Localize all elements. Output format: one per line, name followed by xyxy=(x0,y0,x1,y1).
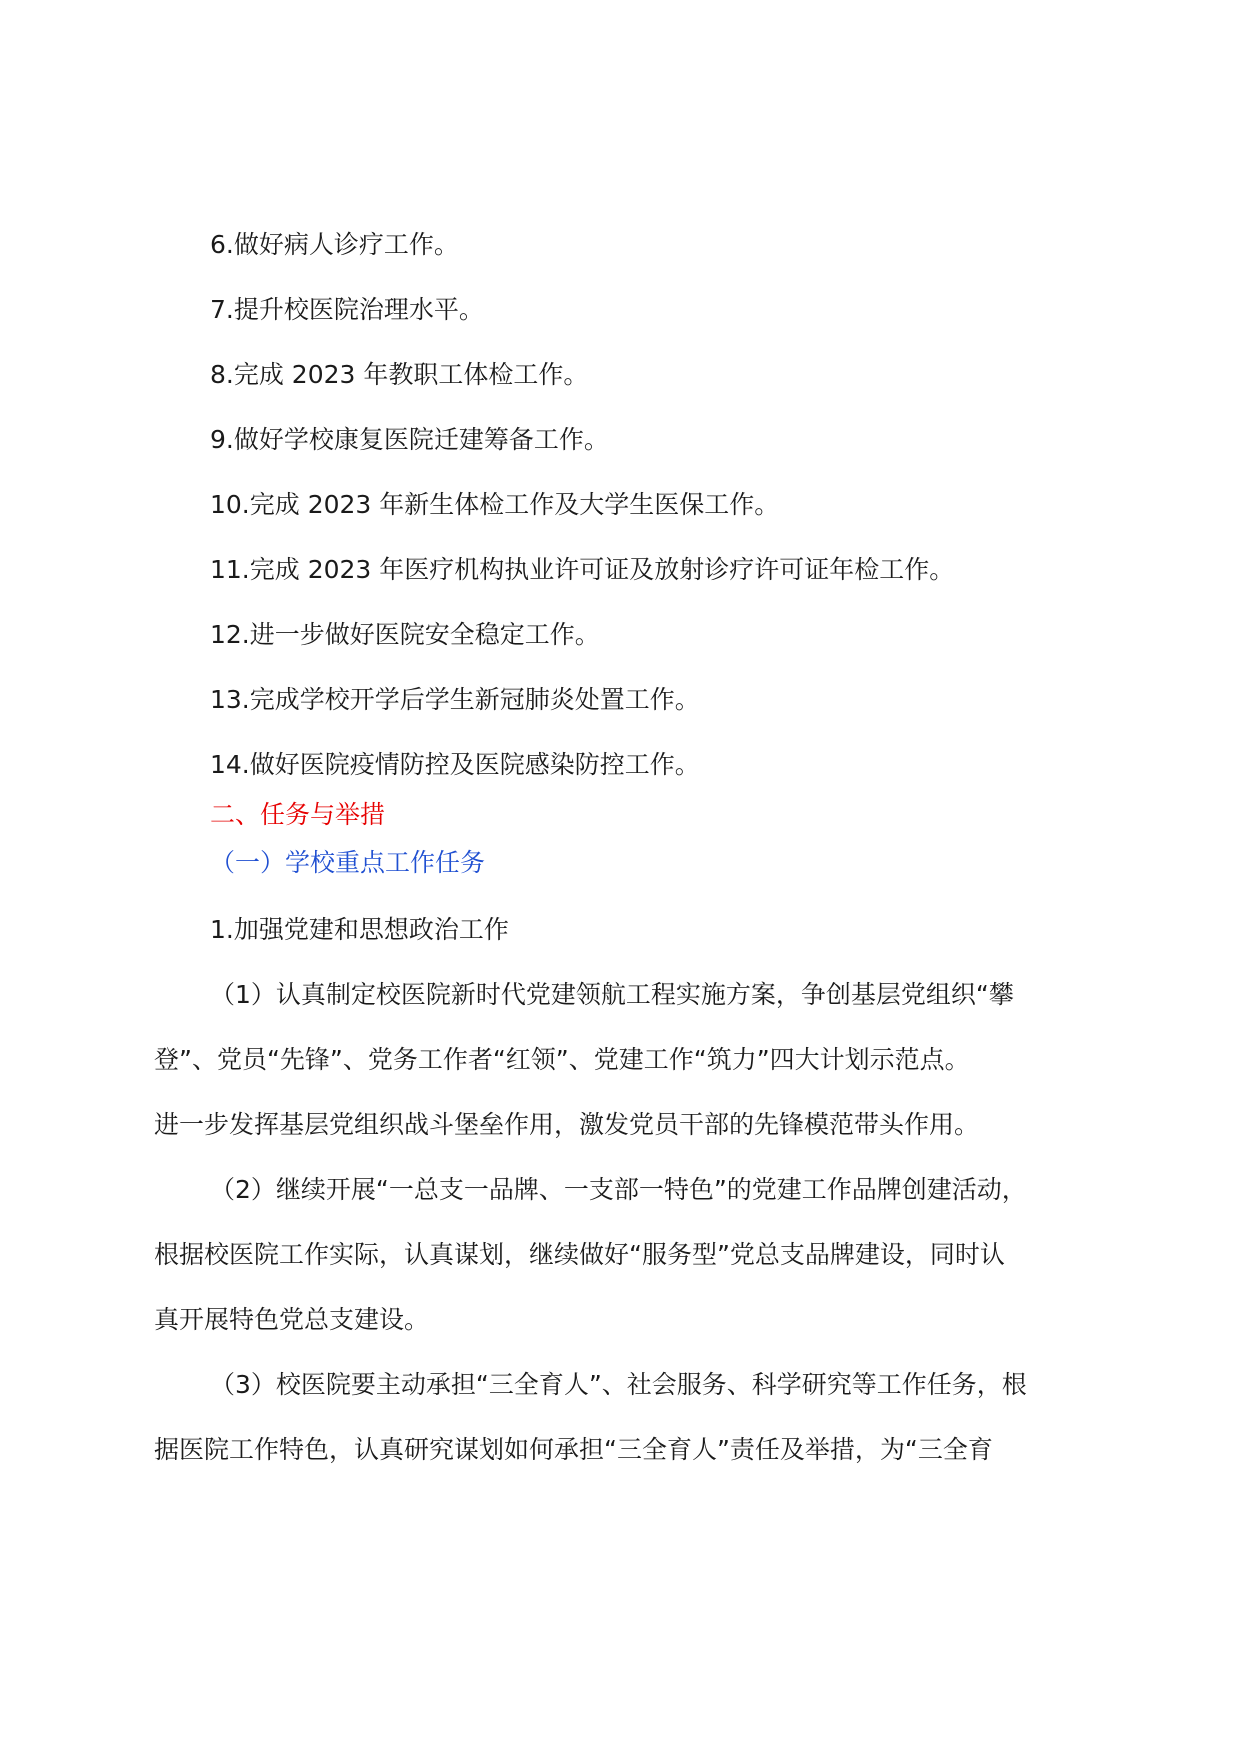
section-heading: 二、任务与举措 xyxy=(210,800,386,829)
subsection-heading: （一）学校重点工作任务 xyxy=(210,848,486,877)
list-item: 6.做好病人诊疗工作。 xyxy=(210,230,459,259)
list-item: 14.做好医院疫情防控及医院感染防控工作。 xyxy=(210,750,700,779)
paragraph-line: 真开展特色党总支建设。 xyxy=(154,1305,430,1334)
paragraph-line: （3）校医院要主动承担“三全育人”、社会服务、科学研究等工作任务，根 xyxy=(210,1370,1027,1399)
item-heading: 1.加强党建和思想政治工作 xyxy=(210,915,509,944)
paragraph-line: 根据校医院工作实际，认真谋划，继续做好“服务型”党总支品牌建设，同时认 xyxy=(154,1240,1005,1269)
list-item: 13.完成学校开学后学生新冠肺炎处置工作。 xyxy=(210,685,700,714)
paragraph-line: 登”、党员“先锋”、党务工作者“红领”、党建工作“筑力”四大计划示范点。 xyxy=(154,1045,970,1074)
list-item: 12.进一步做好医院安全稳定工作。 xyxy=(210,620,600,649)
list-item: 8.完成 2023 年教职工体检工作。 xyxy=(210,360,589,389)
paragraph-line: 据医院工作特色，认真研究谋划如何承担“三全育人”责任及举措，为“三全育 xyxy=(154,1435,993,1464)
paragraph-line: （2）继续开展“一总支一品牌、一支部一特色”的党建工作品牌创建活动， xyxy=(210,1175,1027,1204)
list-item: 7.提升校医院治理水平。 xyxy=(210,295,484,324)
list-item: 10.完成 2023 年新生体检工作及大学生医保工作。 xyxy=(210,490,780,519)
paragraph-line: 进一步发挥基层党组织战斗堡垒作用，激发党员干部的先锋模范带头作用。 xyxy=(154,1110,980,1139)
paragraph-line: （1）认真制定校医院新时代党建领航工程实施方案，争创基层党组织“攀 xyxy=(210,980,1014,1009)
list-item: 11.完成 2023 年医疗机构执业许可证及放射诊疗许可证年检工作。 xyxy=(210,555,955,584)
list-item: 9.做好学校康复医院迁建筹备工作。 xyxy=(210,425,609,454)
